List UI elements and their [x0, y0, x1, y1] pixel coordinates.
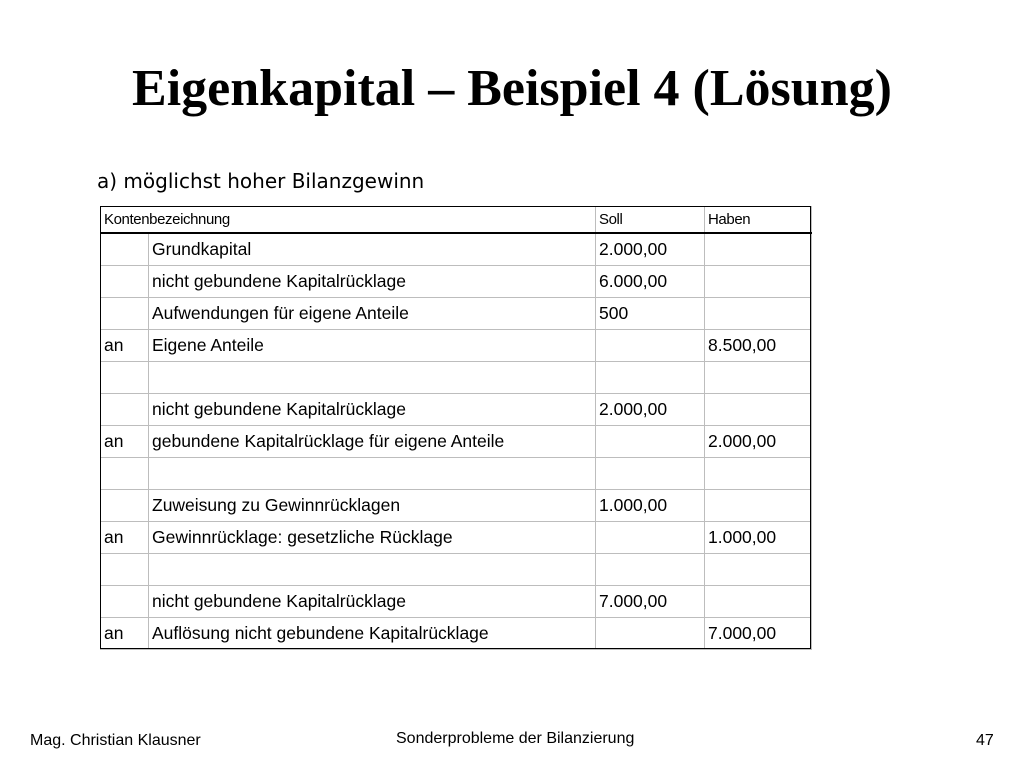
row-account: Gewinnrücklage: gesetzliche Rücklage	[149, 522, 596, 554]
row-account	[149, 458, 596, 490]
row-prefix	[101, 266, 149, 298]
row-soll: 2.000,00	[596, 233, 705, 266]
row-account: nicht gebundene Kapitalrücklage	[149, 394, 596, 426]
row-haben	[705, 266, 812, 298]
row-account: Eigene Anteile	[149, 330, 596, 362]
row-prefix	[101, 458, 149, 490]
row-prefix	[101, 298, 149, 330]
row-prefix	[101, 490, 149, 522]
booking-entries-table	[100, 206, 812, 650]
row-prefix: an	[101, 330, 149, 362]
row-soll	[596, 362, 705, 394]
row-prefix: an	[101, 618, 149, 650]
header-soll: Soll	[596, 207, 705, 234]
row-account: Grundkapital	[149, 233, 596, 266]
header-account: Kontenbezeichnung	[101, 207, 596, 234]
row-soll	[596, 554, 705, 586]
row-haben	[705, 298, 812, 330]
slide-title: Eigenkapital – Beispiel 4 (Lösung)	[132, 60, 892, 117]
table-row	[101, 266, 812, 298]
row-soll	[596, 426, 705, 458]
table-row	[101, 298, 812, 330]
table-row	[101, 458, 812, 490]
table-row	[101, 394, 812, 426]
row-account: nicht gebundene Kapitalrücklage	[149, 266, 596, 298]
row-prefix	[101, 554, 149, 586]
table-row	[101, 618, 812, 650]
table-header-row	[101, 207, 812, 234]
row-account: Aufwendungen für eigene Anteile	[149, 298, 596, 330]
row-prefix	[101, 233, 149, 266]
table-row	[101, 330, 812, 362]
row-soll	[596, 618, 705, 650]
row-soll	[596, 330, 705, 362]
row-haben	[705, 458, 812, 490]
row-haben	[705, 362, 812, 394]
row-haben: 1.000,00	[705, 522, 812, 554]
row-haben: 7.000,00	[705, 618, 812, 650]
row-haben: 8.500,00	[705, 330, 812, 362]
table-row	[101, 586, 812, 618]
row-account: Auflösung nicht gebundene Kapitalrücklage	[149, 618, 596, 650]
row-account: gebundene Kapitalrücklage für eigene Anteile	[149, 426, 596, 458]
row-soll: 500	[596, 298, 705, 330]
row-account: nicht gebundene Kapitalrücklage	[149, 586, 596, 618]
row-account: Zuweisung zu Gewinnrücklagen	[149, 490, 596, 522]
table-row	[101, 426, 812, 458]
row-account	[149, 554, 596, 586]
row-haben	[705, 554, 812, 586]
table-row	[101, 233, 812, 266]
row-prefix	[101, 394, 149, 426]
row-prefix: an	[101, 426, 149, 458]
header-haben: Haben	[705, 207, 812, 234]
subtitle: a) möglichst hoher Bilanzgewinn	[97, 169, 425, 193]
table-row	[101, 490, 812, 522]
row-soll	[596, 522, 705, 554]
footer-topic: Sonderprobleme der Bilanzierung	[396, 730, 635, 747]
row-haben	[705, 233, 812, 266]
row-prefix: an	[101, 522, 149, 554]
table-row	[101, 362, 812, 394]
row-haben	[705, 586, 812, 618]
row-prefix	[101, 586, 149, 618]
row-soll: 7.000,00	[596, 586, 705, 618]
footer-author: Mag. Christian Klausner	[30, 732, 201, 749]
row-soll: 1.000,00	[596, 490, 705, 522]
row-haben	[705, 490, 812, 522]
table-row	[101, 554, 812, 586]
table-row	[101, 522, 812, 554]
row-soll: 6.000,00	[596, 266, 705, 298]
footer-page-number: 47	[976, 732, 994, 749]
row-prefix	[101, 362, 149, 394]
row-soll: 2.000,00	[596, 394, 705, 426]
row-account	[149, 362, 596, 394]
row-haben	[705, 394, 812, 426]
row-soll	[596, 458, 705, 490]
row-haben: 2.000,00	[705, 426, 812, 458]
